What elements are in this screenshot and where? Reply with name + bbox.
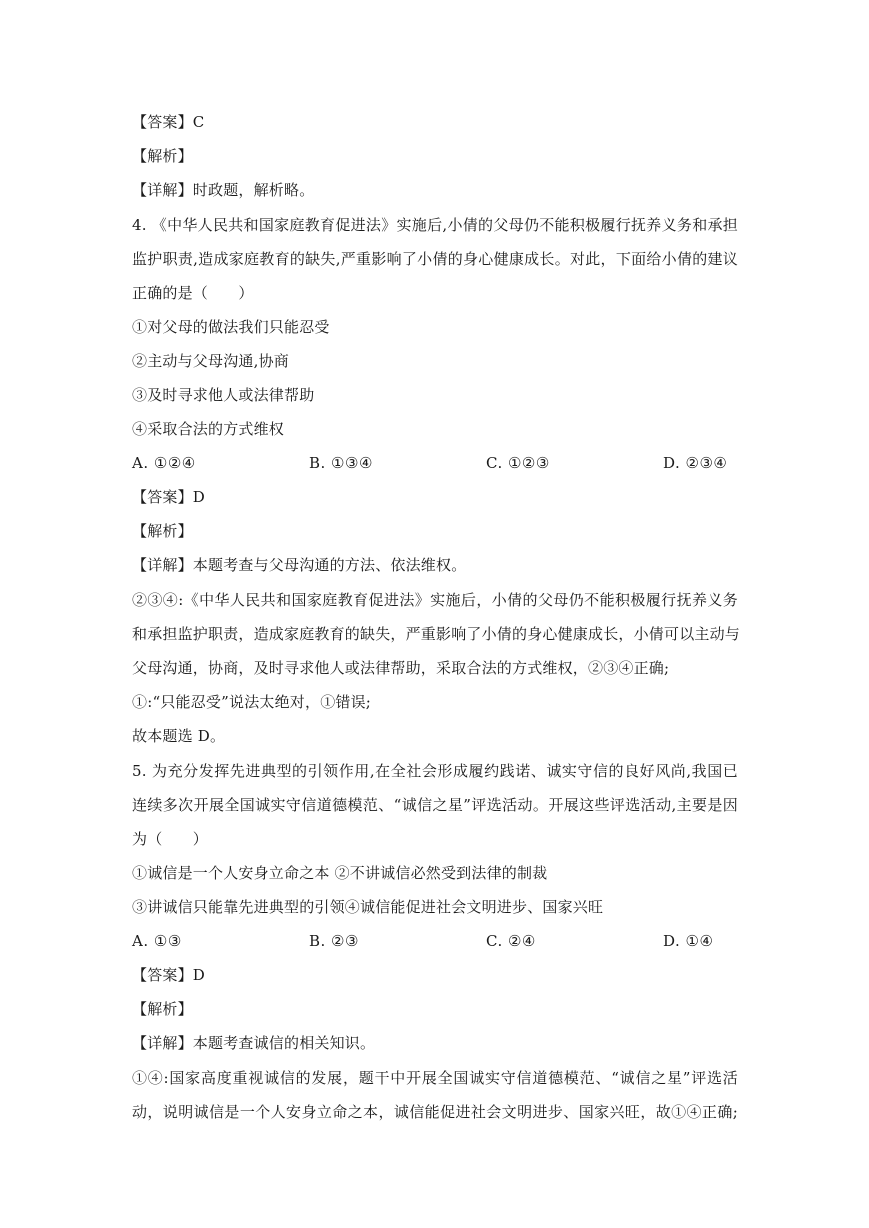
q3-detail: 【详解】时政题，解析略。	[132, 181, 315, 199]
q4-explain-line: ①:“只能忍受”说法太绝对，①错误;	[132, 693, 372, 711]
q4-item: ②主动与父母沟通,协商	[132, 352, 289, 370]
q5-answer: 【答案】D	[132, 966, 206, 984]
q4-explain-line: 故本题选 D。	[132, 727, 226, 745]
q5-item: ①诚信是一个人安身立命之本 ②不讲诚信必然受到法律的制裁	[132, 864, 548, 882]
q5-stem-line: 连续多次开展全国诚实守信道德模范、“诚信之星”评选活动。开展这些评选活动,主要是因	[132, 796, 738, 814]
q5-option-a: A. ①③	[132, 932, 182, 950]
q4-option-c: C. ①②③	[486, 454, 550, 472]
q4-explain-line: ②③④:《中华人民共和国家庭教育促进法》实施后，小倩的父母仍不能积极履行抚养义务	[132, 591, 738, 609]
q5-option-d: D. ①④	[663, 932, 714, 950]
q4-explain-line: 和承担监护职责，造成家庭教育的缺失，严重影响了小倩的身心健康成长，小倩可以主动与	[132, 625, 741, 643]
q5-item: ③讲诚信只能靠先进典型的引领④诚信能促进社会文明进步、国家兴旺	[132, 898, 604, 916]
q4-item: ③及时寻求他人或法律帮助	[132, 386, 315, 404]
q5-explain-line: 动，说明诚信是一个人安身立命之本，诚信能促进社会文明进步、国家兴旺，故①④正确;	[132, 1103, 738, 1121]
q4-answer: 【答案】D	[132, 488, 206, 506]
q3-analysis: 【解析】	[132, 147, 193, 165]
q4-stem-line: 监护职责,造成家庭教育的缺失,严重影响了小倩的身心健康成长。对此，下面给小倩的建议	[132, 250, 738, 268]
q4-detail: 【详解】本题考查与父母沟通的方法、依法维权。	[132, 556, 467, 574]
q5-option-b: B. ②③	[309, 932, 359, 950]
q4-option-d: D. ②③④	[663, 454, 728, 472]
q5-stem-line: 为（ ）	[132, 830, 209, 848]
q4-item: ④采取合法的方式维权	[132, 420, 285, 438]
q4-stem-line: 4. 《中华人民共和国家庭教育促进法》实施后,小倩的父母仍不能积极履行抚养义务和承担	[132, 216, 738, 234]
q5-stem-line: 5. 为充分发挥先进典型的引领作用,在全社会形成履约践诺、诚实守信的良好风尚,我国已	[132, 762, 738, 780]
q4-option-a: A. ①②④	[132, 454, 196, 472]
q4-explain-line: 父母沟通，协商，及时寻求他人或法律帮助，采取合法的方式维权，②③④正确;	[132, 659, 670, 677]
q4-option-b: B. ①③④	[309, 454, 373, 472]
q4-analysis: 【解析】	[132, 522, 193, 540]
q4-stem-line: 正确的是（ ）	[132, 284, 254, 302]
q5-detail: 【详解】本题考查诚信的相关知识。	[132, 1034, 376, 1052]
q5-analysis: 【解析】	[132, 1000, 193, 1018]
q5-option-c: C. ②④	[486, 932, 536, 950]
q5-explain-line: ①④:国家高度重视诚信的发展，题干中开展全国诚实守信道德模范、“诚信之星”评选活	[132, 1069, 738, 1087]
q4-item: ①对父母的做法我们只能忍受	[132, 318, 330, 336]
q3-answer: 【答案】C	[132, 113, 205, 131]
